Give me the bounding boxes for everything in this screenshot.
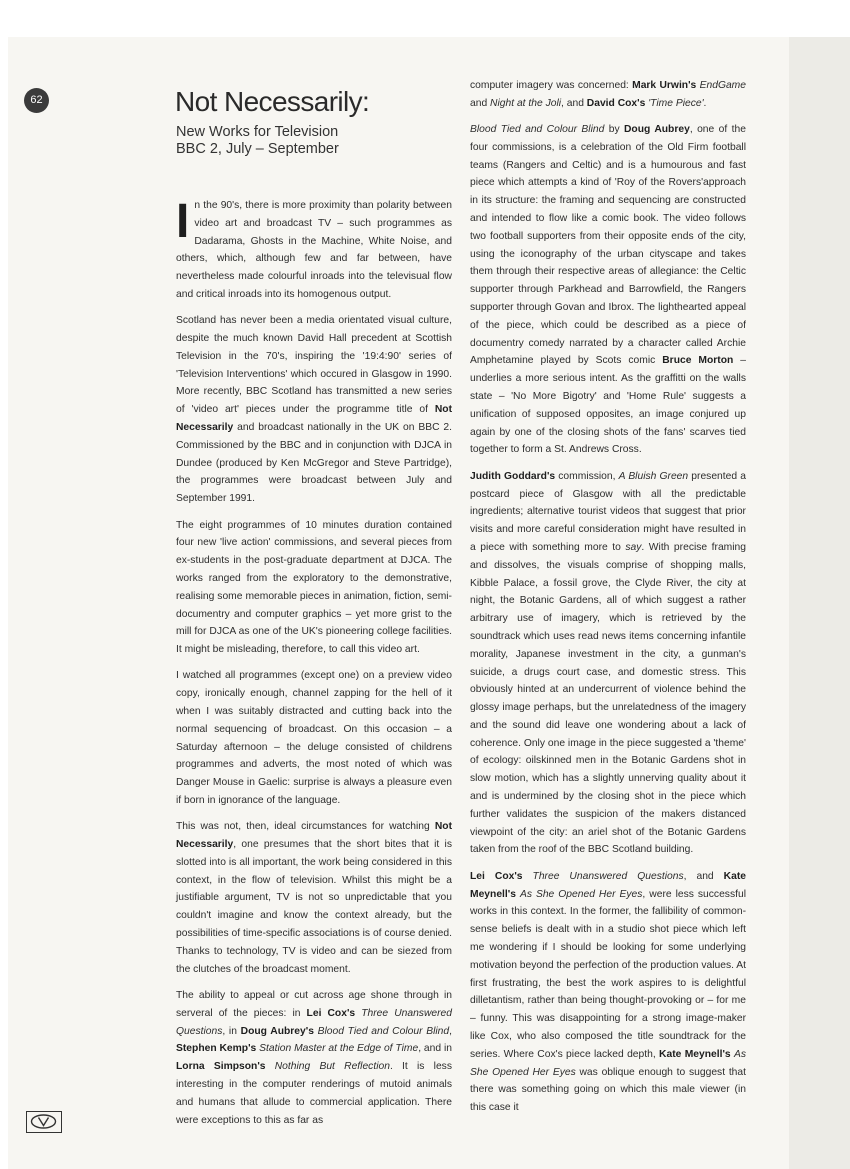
paragraph-5: This was not, then, ideal circumstances for watching Not Necessarily, one presumes that the short bites that it is slotted into is all important, the work being considered in this context, in the flow of television. Whilst this might be a justifiable argument, TV is not so unpredictable that you couldn't imagine and know the context already, but the possibilities of time-specific associations is of course denied. Thanks to technology, TV is video and can be siezed from the clutches of the broadcast moment. (176, 821, 452, 975)
subtitle-line-2: BBC 2, July – September (176, 141, 339, 157)
paragraph-1: In the 90's, there is more proximity than polarity between video art and broadcast TV – such programmes as Dadarama, Ghosts in the Machine, White Noise, and others, which, although few and far between, have nevertheless made colourful inroads into the televisual flow and critical inroads into its homogenous output. (176, 195, 452, 300)
paragraph-9: Judith Goddard's commission, A Bluish Green presented a postcard piece of Glasgow with all the predictable ingredients; alternative tourist videos that suggest that prior visits and more careful consideration might have resulted in a piece with something more to say. With precise framing and dissolves, the visuals comprise of shopping malls, Kibble Palace, a fossil grove, the Clyde River, the city at night, the Botanic Gardens, all of which suggest a rather arbitrary use of imagery, which is retrieved by the soundtrack which uses read news items concerning infantile morality, Japanese investment in the city, a gunman's suicide, a drugs court case, and domestic stress. This obviously hinted at an undercurrent of violence behind the glossy image perhaps, but the unrelatedness of the imagery and the sound did leave one wondering about a lack of coherence. Only one image in the piece suggested a 'theme' of ecology: oilskinned men in the Botanic Gardens shot in slow motion, which has a slightly unnerving quality about it and is undermined by the closing shot in the piece which further validates the suspicion of the makers distanced viewpoint of the city: an ariel shot of the Botanic Gardens taken from the roof of the BBC Scotland building. (470, 470, 746, 856)
subtitle-line-1: New Works for Television (176, 124, 339, 140)
text-column-left (176, 197, 452, 1138)
page-number-badge: 62 (24, 88, 49, 113)
text-column-right (470, 77, 746, 1125)
page-edge (789, 37, 850, 1169)
v-in-oval-icon (26, 1111, 62, 1133)
paragraph-10: Lei Cox's Three Unanswered Questions, and Kate Meynell's As She Opened Her Eyes, were less successful works in this context. In the former, the fallibility of common-sense beliefs is dealt with in a studio shot piece which left me wondering if I should be looking for some underlying motivation beyond the perfection of the production values. At first frustrating, the best the work aspires to is delightful dilletantism, rather than being thought-provoking or – for me – funny. This was disappointing for a strong image-maker like Cox, who also composed the title soundtrack for the series. Where Cox's piece lacked depth, Kate Meynell's As She Opened Her Eyes was oblique enough to suggest that there was something going on which this male viewer (in this case it (470, 870, 747, 1114)
article-subtitle (176, 124, 466, 158)
paragraph-4: I watched all programmes (except one) on a preview video copy, ironically enough, channel zapping for the hell of it when I was suitably distracted and cutting back into the normal sequencing of broadcast. On this occasion – a Saturday afternoon – the deluge consisted of childrens programmes and adverts, the most noted of which was Danger Mouse in Gaelic: surprise is always a pleasure even if born in ignorance of the language. (176, 670, 452, 806)
paragraph-6: The ability to appeal or cut across age shone through in serveral of the pieces: in Lei Cox's Three Unanswered Questions, in Doug Aubrey's Blood Tied and Colour Blind, Stephen Kemp's Station Master at the Edge of Time, and in Lorna Simpson's Nothing But Reflection. It is less interesting in the computer renderings of mutoid animals and humans that allude to commercial application. There were exceptions to this as far as (176, 989, 453, 1126)
article-title: Not Necessarily: (175, 86, 370, 117)
paragraph-8: Blood Tied and Colour Blind by Doug Aubrey, one of the four commissions, is a celebration of the Old Firm football teams (Rangers and Celtic) and is a humourous and fast piece which attempts a kind of 'Roy of the Rovers'approach in its structure: the framing and sequencing are constructed and intended to flow like a comic book. The video follows two football supporters from their opposite ends of the city, using the iconography of the urban cityscape and takes them through their respective areas of allegiance: the Celtic supporter through Parkhead and Barrowfield, the Rangers supporter through Govan and Ibrox. The lighthearted appeal of the piece, which could be described as a piece of documentry comedy narrated by a character called Archie Amphetamine played by Scots comic Bruce Morton – underlies a more serious intent. As the graffitti on the walls state – 'No More Bigotry' and 'Home Rule' suggests a unification of supposed opposites, an image conjured up again by one of the closing shots of the fans' scarves tied together to form a St. Andrews Cross. (470, 124, 746, 456)
paragraph-7: computer imagery was concerned: Mark Urwin's EndGame and Night at the Joli, and David Cox's 'Time Piece'. (470, 80, 746, 109)
drop-cap: I (176, 195, 190, 248)
paragraph-3: The eight programmes of 10 minutes duration contained four new 'live action' commissions, and several pieces from ex-students in the post-graduate department at DJCA. The works ranged from the exploratory to the demonstrative, realising some memorable pieces in animation, fiction, semi-documentry and computer graphics – yet more grist to the mill for DJCA as one of the UK's pioneering college facilities. It might be misleading, therefore, to call this video art. (176, 519, 452, 656)
paragraph-2: Scotland has never been a media orientated visual culture, despite the much known David Hall precedent at Scottish Television in the 70's, inspiring the '19:4:90' series of 'Television Interventions' which occured in Glasgow in 1990. More recently, BBC Scotland has transmitted a new series of 'video art' pieces under the programme title of Not Necessarily and broadcast nationally in the UK on BBC 2. Commissioned by the BBC and in conjunction with DJCA in Dundee (produced by Ken McGregor and Steve Partridge), the programmes were broadcast between July and September 1991. (176, 315, 452, 505)
